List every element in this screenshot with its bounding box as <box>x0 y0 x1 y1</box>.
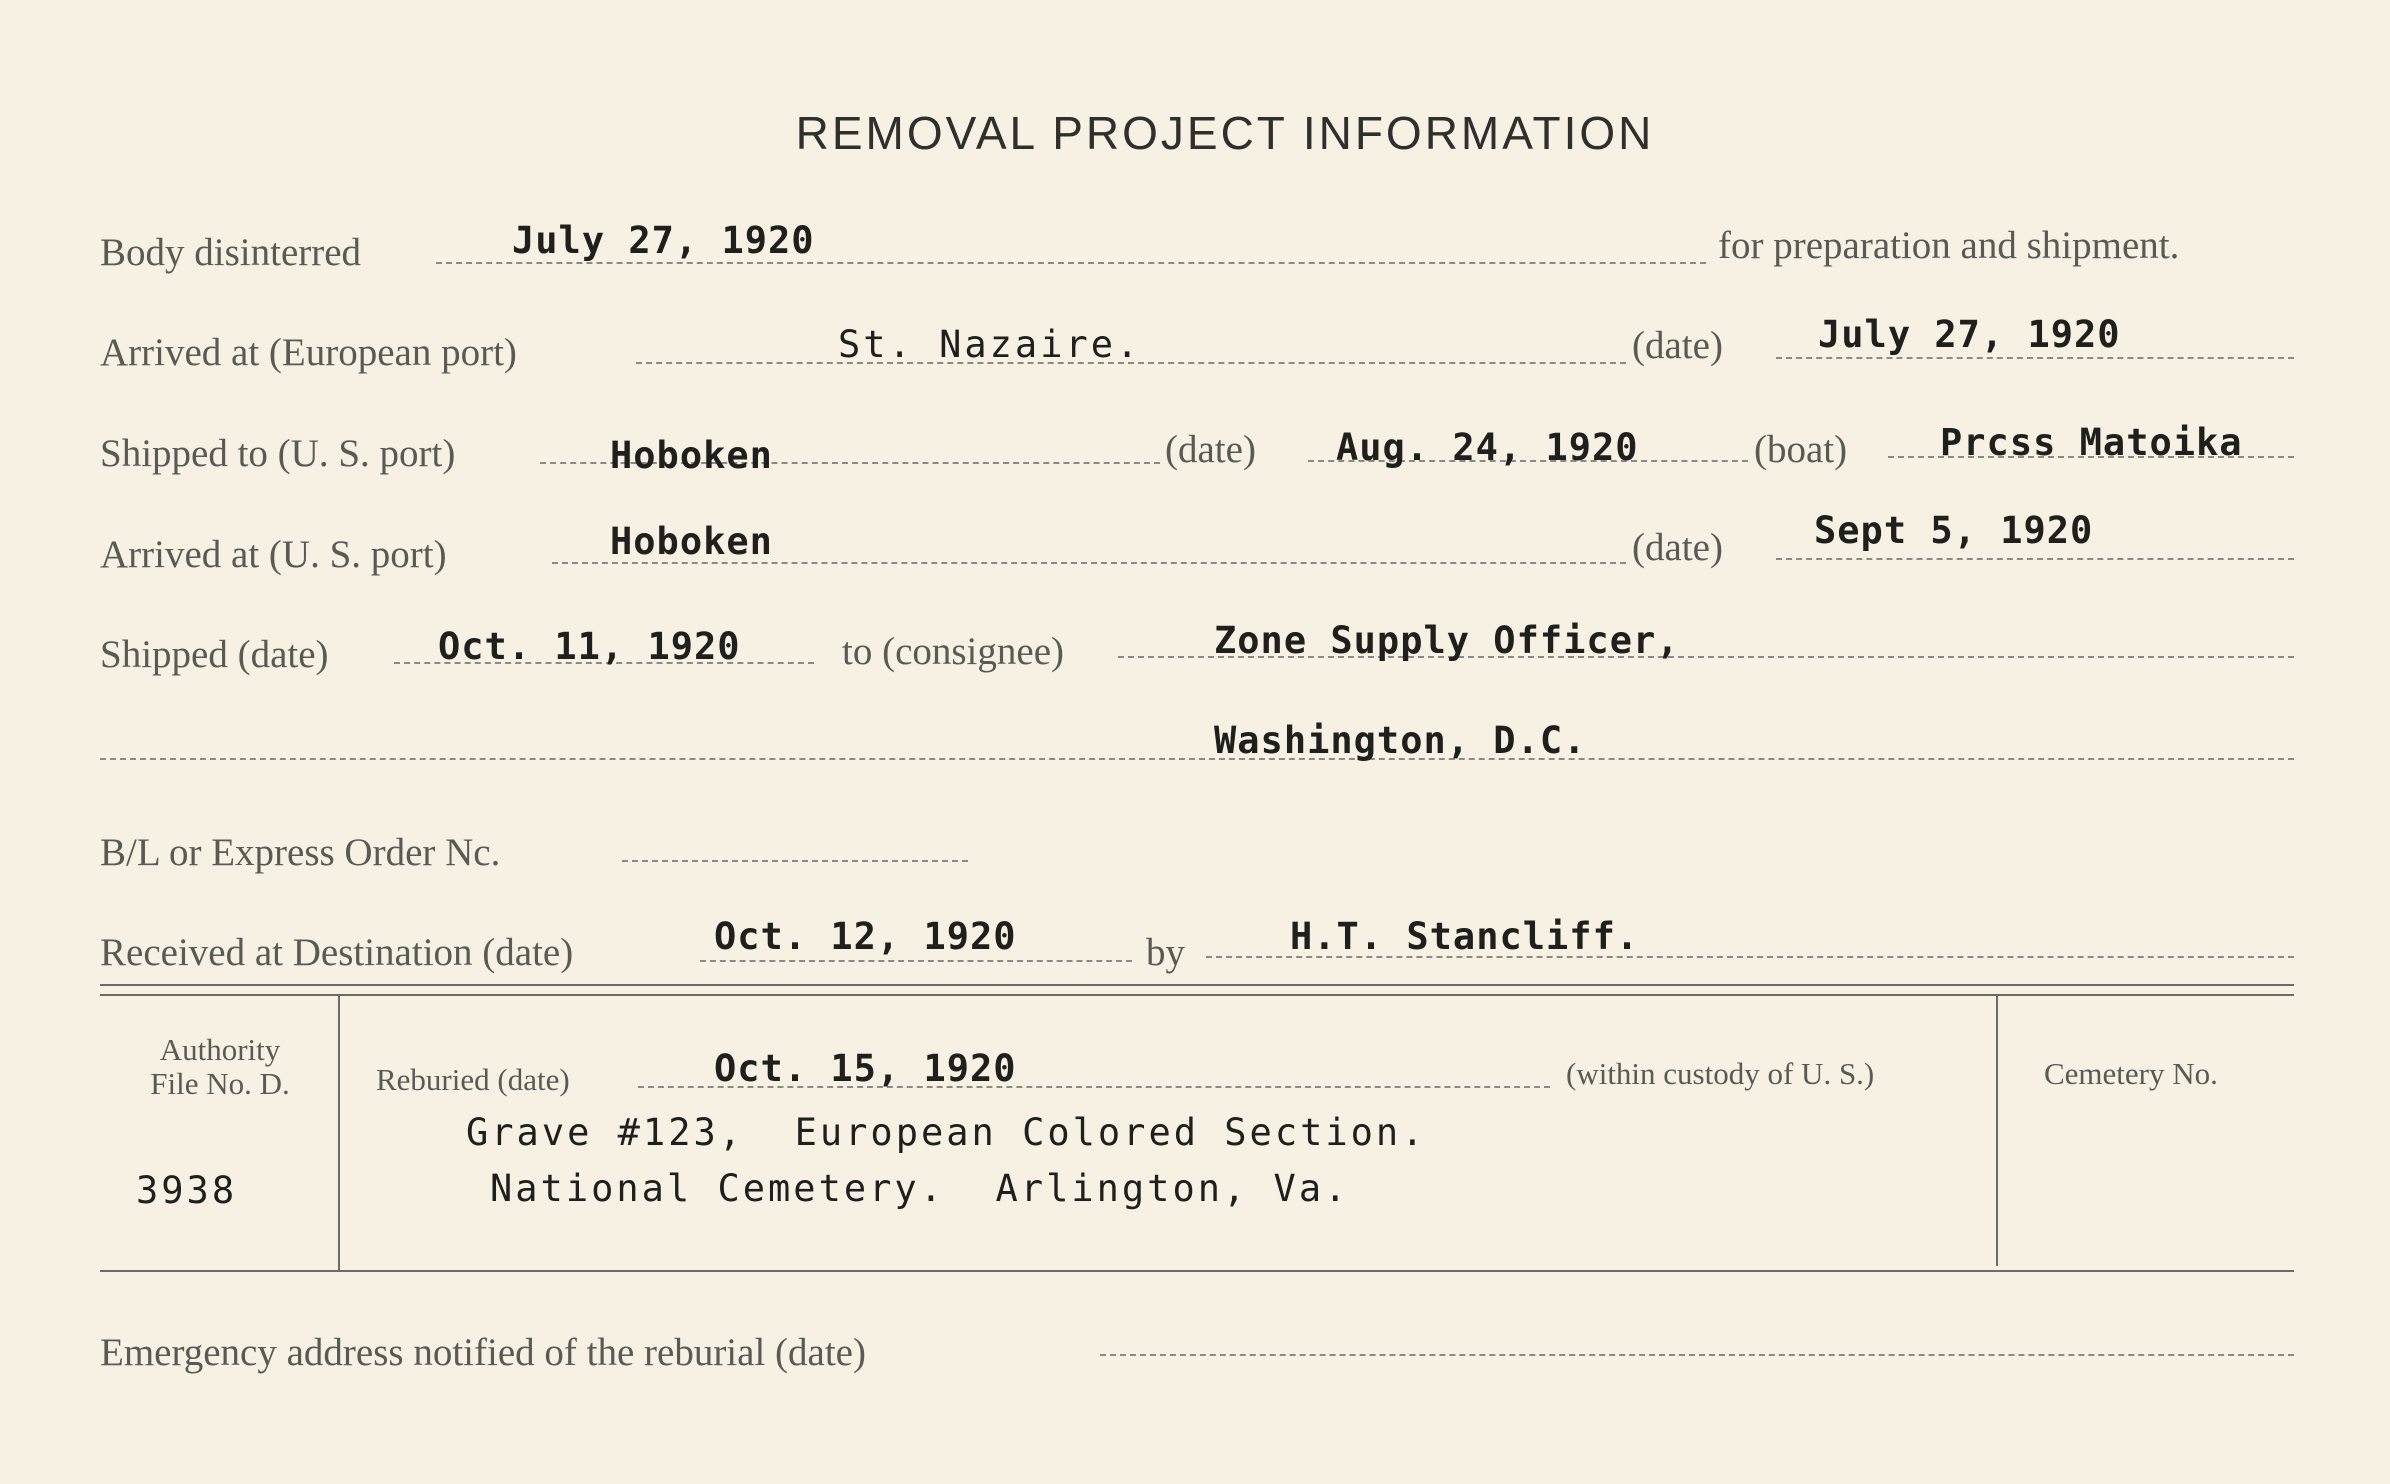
line-european-date <box>1776 357 2294 359</box>
label-shipped-date-consignee: Shipped (date) <box>100 633 329 676</box>
value-us-port-arrived: Hoboken <box>610 520 773 563</box>
label-european-date: (date) <box>1632 324 1723 367</box>
value-file-no: 3938 <box>136 1169 238 1212</box>
label-arrived-us-port: Arrived at (U. S. port) <box>100 533 447 576</box>
value-grave-line-2: National Cemetery. Arlington, Va. <box>490 1167 1350 1210</box>
value-european-date: July 27, 1920 <box>1818 313 2121 356</box>
label-file-no: File No. D. <box>150 1066 290 1101</box>
line-emergency-date <box>1100 1354 2294 1356</box>
label-shipped-date: (date) <box>1165 428 1256 471</box>
box-top-rule-1 <box>100 984 2294 986</box>
value-boat: Prcss Matoika <box>1940 421 2243 464</box>
line-consignee-continued <box>100 758 2294 760</box>
value-received-date: Oct. 12, 1920 <box>714 915 1017 958</box>
value-reburied-date: Oct. 15, 1920 <box>714 1047 1017 1090</box>
value-european-port: St. Nazaire. <box>838 323 1142 366</box>
label-body-disinterred: Body disinterred <box>100 231 362 274</box>
label-boat: (boat) <box>1754 428 1848 471</box>
label-custody: (within custody of U. S.) <box>1566 1056 1875 1091</box>
label-cemetery-no: Cemetery No. <box>2044 1056 2218 1091</box>
value-arrived-date-us: Sept 5, 1920 <box>1814 509 2094 552</box>
label-shipped-to-us-port: Shipped to (U. S. port) <box>100 432 456 475</box>
value-shipped-date-us: Aug. 24, 1920 <box>1336 426 1639 469</box>
label-to-consignee: to (consignee) <box>842 630 1065 673</box>
value-grave-line-1: Grave #123, European Colored Section. <box>466 1111 1427 1154</box>
label-authority: Authority <box>159 1032 281 1067</box>
box-divider-left <box>338 996 340 1272</box>
box-bottom-rule <box>100 1270 2294 1272</box>
box-divider-right <box>1996 996 1998 1266</box>
value-consignee-1: Zone Supply Officer, <box>1214 619 1680 662</box>
line-bl-order <box>622 860 968 862</box>
value-us-port-shipped: Hoboken <box>610 434 773 477</box>
box-top-rule-2 <box>100 994 2294 996</box>
value-consignee-2: Washington, D.C. <box>1214 719 1587 762</box>
value-shipped-date: Oct. 11, 1920 <box>438 625 741 668</box>
line-received-date <box>700 960 1132 962</box>
card-title: REMOVAL PROJECT INFORMATION <box>795 107 1655 159</box>
label-arrived-date: (date) <box>1632 526 1723 569</box>
line-arrived-date-us <box>1776 558 2294 560</box>
label-reburied-date: Reburied (date) <box>376 1062 570 1097</box>
label-emergency-address: Emergency address notified of the reburial (date) <box>100 1331 866 1374</box>
label-by: by <box>1146 931 1185 974</box>
line-disinterred <box>436 262 1706 264</box>
value-received-by: H.T. Stancliff. <box>1290 915 1640 958</box>
label-arrived-european-port: Arrived at (European port) <box>100 331 517 374</box>
label-for-preparation: for preparation and shipment. <box>1718 224 2180 267</box>
label-bl-order: B/L or Express Order Nc. <box>100 831 501 874</box>
label-received-destination: Received at Destination (date) <box>100 931 574 974</box>
value-disinterred-date: July 27, 1920 <box>512 219 815 262</box>
